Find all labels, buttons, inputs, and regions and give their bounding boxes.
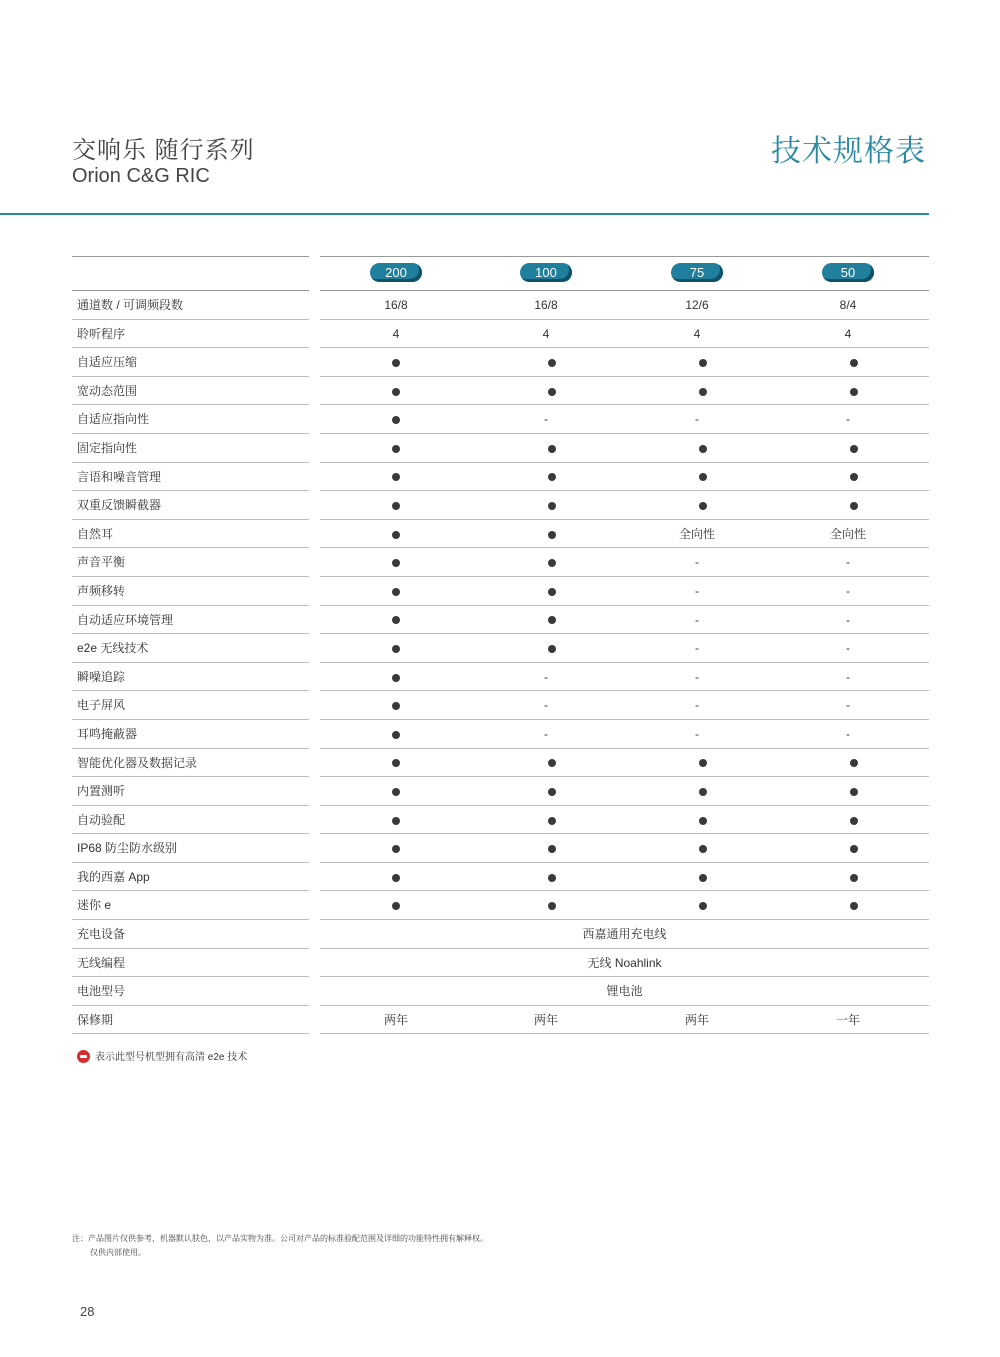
table-row <box>72 834 929 863</box>
bullet-icon <box>850 759 858 767</box>
spec-value: - <box>846 726 850 741</box>
table-row <box>72 291 929 320</box>
bullet-icon <box>392 702 400 710</box>
bullet-icon <box>699 874 707 882</box>
bullet-icon <box>548 788 556 796</box>
spec-value: - <box>846 583 850 598</box>
row-label: 自适应压缩 <box>77 355 138 370</box>
row-label: 内置测听 <box>77 784 126 799</box>
feature-dot <box>346 634 446 663</box>
spec-value: - <box>695 555 699 570</box>
feature-dot <box>346 863 446 892</box>
page-number: 28 <box>80 1304 95 1319</box>
spec-value: 16/8 <box>534 298 558 312</box>
feature-dot <box>502 749 602 778</box>
table-row <box>72 548 929 577</box>
spec-value: 两年 <box>684 1012 709 1027</box>
spec-value: - <box>846 698 850 713</box>
divider <box>320 256 929 257</box>
bullet-icon <box>392 531 400 539</box>
row-label: 自动验配 <box>77 812 126 827</box>
feature-dot <box>653 491 753 520</box>
bullet-icon <box>699 759 707 767</box>
feature-dot <box>502 806 602 835</box>
spec-value: - <box>695 412 699 427</box>
e2e-badge-icon <box>77 1050 90 1063</box>
bullet-icon <box>850 902 858 910</box>
bullet-icon <box>850 388 858 396</box>
feature-dot <box>346 405 446 434</box>
footnote-line-2: 仅供内部使用。 <box>90 1248 146 1257</box>
row-label: 耳鸣掩蔽器 <box>77 726 138 741</box>
feature-dot <box>653 806 753 835</box>
bullet-icon <box>699 359 707 367</box>
feature-dot <box>804 834 904 863</box>
legend <box>77 1048 247 1063</box>
bullet-icon <box>392 645 400 653</box>
footnote-line-1: 注：产品图片仅供参考，机器默认肤色，以产品实物为准。公司对产品的标准验配范围及详细的功能特性拥有解释权。 <box>72 1234 488 1243</box>
bullet-icon <box>699 445 707 453</box>
bullet-icon <box>699 473 707 481</box>
row-label: 迷你 e <box>77 898 112 913</box>
bullet-icon <box>392 388 400 396</box>
row-label: 智能优化器及数据记录 <box>77 755 198 770</box>
bullet-icon <box>699 845 707 853</box>
feature-dot <box>502 348 602 377</box>
spec-value: - <box>846 555 850 570</box>
bullet-icon <box>699 788 707 796</box>
bullet-icon <box>392 817 400 825</box>
feature-dot <box>346 777 446 806</box>
feature-dot <box>502 434 602 463</box>
feature-dot <box>502 491 602 520</box>
bullet-icon <box>392 845 400 853</box>
row-label: 自动适应环境管理 <box>77 612 174 627</box>
bullet-icon <box>850 874 858 882</box>
feature-dot <box>502 634 602 663</box>
bullet-icon <box>392 616 400 624</box>
feature-dot <box>653 891 753 920</box>
bullet-icon <box>392 473 400 481</box>
bullet-icon <box>392 674 400 682</box>
table-row <box>72 863 929 892</box>
table-row <box>72 348 929 377</box>
bullet-icon <box>850 445 858 453</box>
spec-value: 4 <box>392 326 400 341</box>
feature-dot <box>804 891 904 920</box>
spanning-value: 锂电池 <box>606 984 643 999</box>
bullet-icon <box>699 817 707 825</box>
table-row <box>72 806 929 835</box>
feature-dot <box>346 434 446 463</box>
spec-value: - <box>695 698 699 713</box>
feature-dot <box>346 663 446 692</box>
bullet-icon <box>548 759 556 767</box>
bullet-icon <box>548 645 556 653</box>
row-label: 自然耳 <box>77 526 114 541</box>
spec-value: 4 <box>844 326 852 341</box>
bullet-icon <box>699 388 707 396</box>
table-row <box>72 691 929 720</box>
title-en: Orion C&G RIC <box>72 165 210 187</box>
row-label: 电池型号 <box>77 984 126 999</box>
feature-dot <box>804 806 904 835</box>
title-cn: 交响乐 随行系列 <box>72 137 255 164</box>
bullet-icon <box>392 502 400 510</box>
bullet-icon <box>850 502 858 510</box>
spec-value: 12/6 <box>685 298 709 312</box>
spanning-value: 西嘉通用充电线 <box>582 927 667 942</box>
feature-dot <box>804 377 904 406</box>
spec-value: - <box>544 669 548 684</box>
table-row <box>72 949 929 978</box>
bullet-icon <box>548 359 556 367</box>
model-pill-100: 100 <box>520 263 572 282</box>
feature-dot <box>346 548 446 577</box>
feature-dot <box>346 577 446 606</box>
bullet-icon <box>548 874 556 882</box>
feature-dot <box>804 491 904 520</box>
feature-dot <box>804 777 904 806</box>
bullet-icon <box>548 445 556 453</box>
bullet-icon <box>850 845 858 853</box>
row-label: 保修期 <box>77 1012 114 1027</box>
row-label: 言语和噪音管理 <box>77 469 162 484</box>
feature-dot <box>502 891 602 920</box>
spec-value: - <box>695 669 699 684</box>
row-label: 通道数 / 可调频段数 <box>77 298 184 312</box>
bullet-icon <box>548 817 556 825</box>
bullet-icon <box>392 359 400 367</box>
feature-dot <box>653 777 753 806</box>
spec-value: 全向性 <box>678 526 715 541</box>
bullet-icon <box>548 531 556 539</box>
table-row <box>72 891 929 920</box>
row-label: 我的西嘉 App <box>77 869 150 884</box>
spec-value: 两年 <box>383 1012 408 1027</box>
feature-dot <box>502 377 602 406</box>
bullet-icon <box>548 502 556 510</box>
row-label: 无线编程 <box>77 955 126 970</box>
bullet-icon <box>548 845 556 853</box>
feature-dot <box>502 777 602 806</box>
bullet-icon <box>850 817 858 825</box>
table-row <box>72 977 929 1006</box>
spanning-value: 无线 Noahlink <box>587 955 662 970</box>
table-row <box>72 606 929 635</box>
bullet-icon <box>699 902 707 910</box>
table-row <box>72 463 929 492</box>
feature-dot <box>804 348 904 377</box>
table-row <box>72 377 929 406</box>
feature-dot <box>804 863 904 892</box>
spec-value: 4 <box>542 326 550 341</box>
feature-dot <box>346 348 446 377</box>
feature-dot <box>653 377 753 406</box>
bullet-icon <box>850 473 858 481</box>
feature-dot <box>346 834 446 863</box>
row-label: 双重反馈瞬截器 <box>77 498 162 513</box>
row-label: 声音平衡 <box>77 555 126 570</box>
row-label: 瞬噪追踪 <box>77 669 126 684</box>
table-row <box>72 491 929 520</box>
row-label: 充电设备 <box>77 927 126 942</box>
spec-value: 两年 <box>533 1012 558 1027</box>
spec-value: - <box>846 412 850 427</box>
bullet-icon <box>392 559 400 567</box>
feature-dot <box>653 834 753 863</box>
header-rule <box>0 213 929 215</box>
spec-value: - <box>695 583 699 598</box>
spec-value: 一年 <box>835 1012 860 1027</box>
bullet-icon <box>850 359 858 367</box>
feature-dot <box>804 434 904 463</box>
feature-dot <box>346 891 446 920</box>
bullet-icon <box>548 588 556 596</box>
table-row <box>72 434 929 463</box>
feature-dot <box>502 577 602 606</box>
feature-dot <box>346 491 446 520</box>
feature-dot <box>653 749 753 778</box>
feature-dot <box>653 348 753 377</box>
bullet-icon <box>392 874 400 882</box>
feature-dot <box>346 520 446 549</box>
row-label: IP68 防尘防水级别 <box>77 841 178 856</box>
bullet-icon <box>548 902 556 910</box>
feature-dot <box>346 606 446 635</box>
feature-dot <box>346 691 446 720</box>
table-row <box>72 577 929 606</box>
row-label: 聆听程序 <box>77 326 126 341</box>
feature-dot <box>346 806 446 835</box>
table-row <box>72 663 929 692</box>
feature-dot <box>804 463 904 492</box>
bullet-icon <box>392 416 400 424</box>
table-row <box>72 405 929 434</box>
table-row <box>72 1006 929 1035</box>
bullet-icon <box>392 788 400 796</box>
table-row <box>72 720 929 749</box>
feature-dot <box>653 863 753 892</box>
spec-value: - <box>544 412 548 427</box>
feature-dot <box>502 548 602 577</box>
feature-dot <box>502 606 602 635</box>
model-pill-200: 200 <box>370 263 422 282</box>
spec-value: 16/8 <box>384 298 408 312</box>
spec-value: - <box>544 726 548 741</box>
model-header-row <box>72 256 929 291</box>
footnote <box>72 1232 488 1260</box>
bullet-icon <box>699 502 707 510</box>
feature-dot <box>346 749 446 778</box>
feature-dot <box>346 377 446 406</box>
spec-value: - <box>544 698 548 713</box>
feature-dot <box>502 463 602 492</box>
bullet-icon <box>548 473 556 481</box>
spec-value: - <box>695 641 699 656</box>
table-row <box>72 777 929 806</box>
page-title: 技术规格表 <box>771 135 926 168</box>
bullet-icon <box>392 731 400 739</box>
spec-value: 4 <box>693 326 701 341</box>
model-pill-75: 75 <box>671 263 723 282</box>
feature-dot <box>502 863 602 892</box>
bullet-icon <box>548 388 556 396</box>
row-label: 宽动态范围 <box>77 383 138 398</box>
bullet-icon <box>392 759 400 767</box>
spec-value: 全向性 <box>829 526 866 541</box>
spec-value: - <box>695 612 699 627</box>
spec-value: - <box>695 726 699 741</box>
table-row <box>72 634 929 663</box>
spec-table <box>72 256 929 1034</box>
table-row <box>72 320 929 349</box>
divider <box>72 256 309 257</box>
bullet-icon <box>392 445 400 453</box>
row-label: e2e 无线技术 <box>77 641 149 656</box>
legend-text: 表示此型号机型拥有高清 e2e 技术 <box>95 1052 248 1063</box>
bullet-icon <box>392 588 400 596</box>
feature-dot <box>653 463 753 492</box>
feature-dot <box>502 834 602 863</box>
spec-rows <box>72 291 929 1034</box>
spec-value: - <box>846 669 850 684</box>
feature-dot <box>346 463 446 492</box>
row-label: 电子屏风 <box>77 698 126 713</box>
feature-dot <box>346 720 446 749</box>
spec-value: - <box>846 641 850 656</box>
feature-dot <box>804 749 904 778</box>
table-row <box>72 920 929 949</box>
row-label: 声频移转 <box>77 583 126 598</box>
bullet-icon <box>548 616 556 624</box>
table-row <box>72 520 929 549</box>
row-label: 自适应指向性 <box>77 412 150 427</box>
table-row <box>72 749 929 778</box>
row-label: 固定指向性 <box>77 440 138 455</box>
bullet-icon <box>548 559 556 567</box>
bullet-icon <box>392 902 400 910</box>
feature-dot <box>653 434 753 463</box>
spec-value: - <box>846 612 850 627</box>
model-pill-50: 50 <box>822 263 874 282</box>
bullet-icon <box>850 788 858 796</box>
spec-value: 8/4 <box>839 298 857 312</box>
feature-dot <box>502 520 602 549</box>
